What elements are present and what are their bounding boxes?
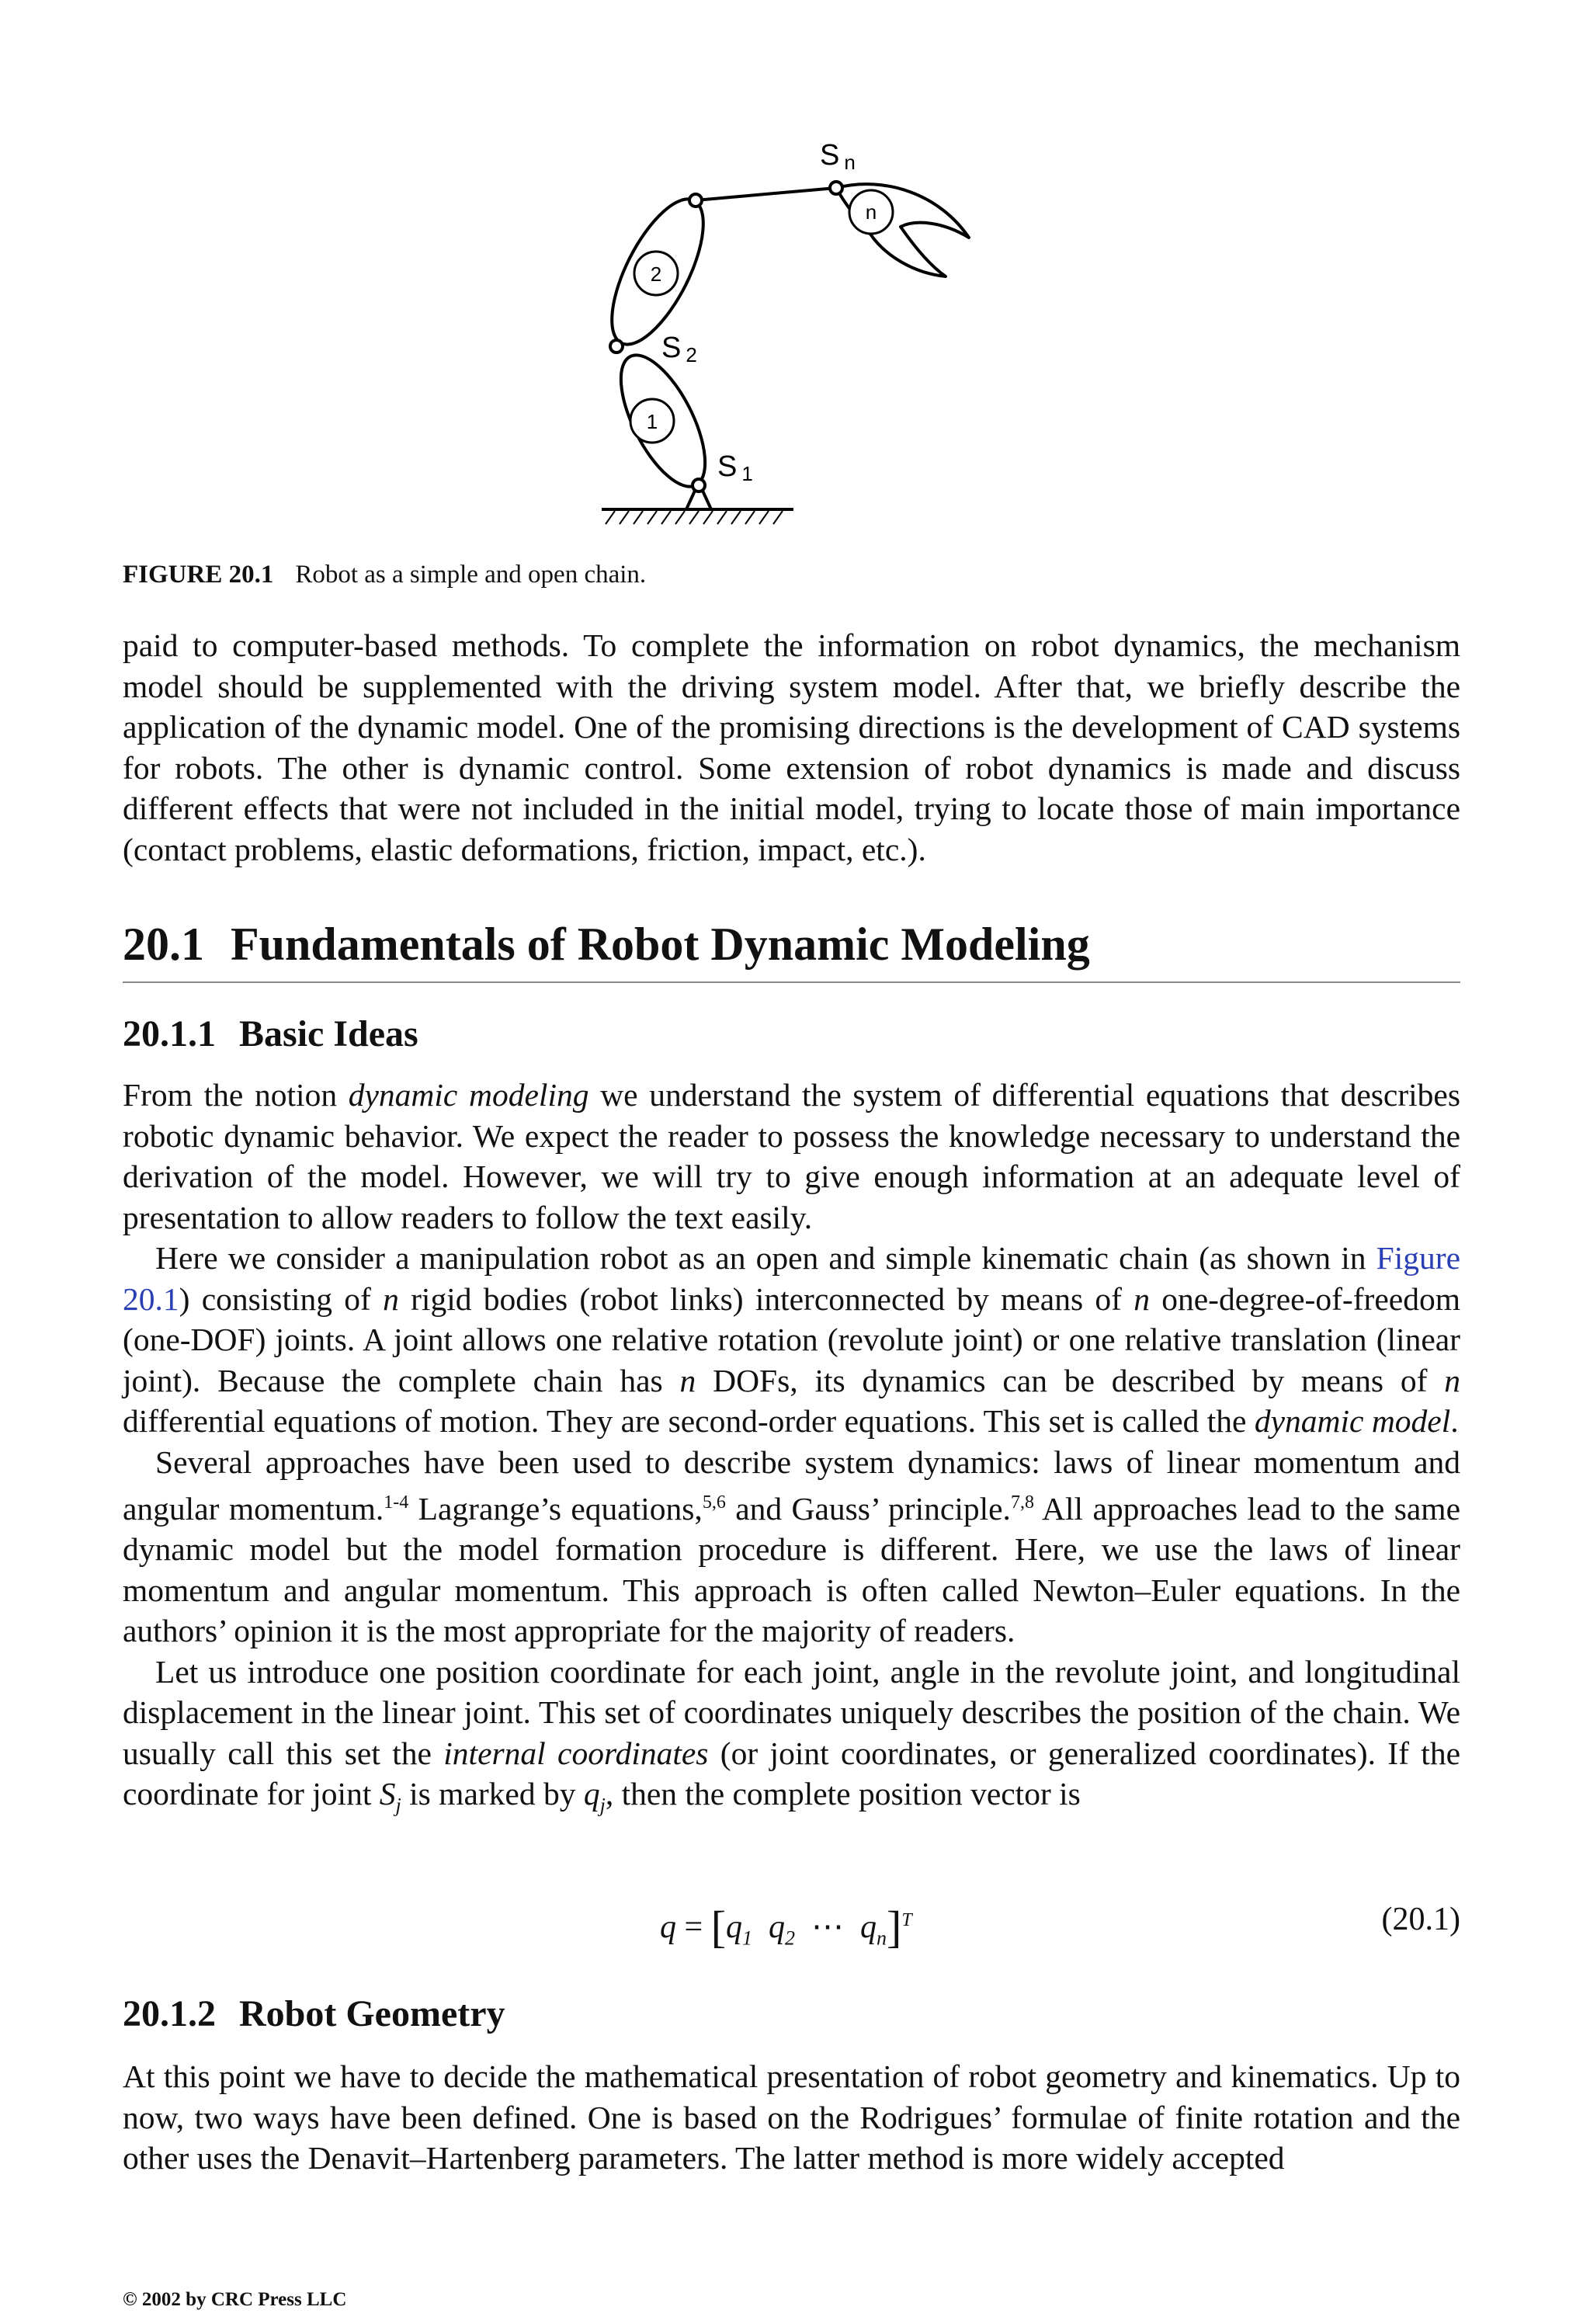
joint-sn-label: S n bbox=[820, 139, 856, 174]
equation-20-1 bbox=[0, 1893, 1590, 1955]
subsection-heading-robot-geometry bbox=[123, 1991, 505, 2037]
section-number: 20.1 bbox=[123, 919, 204, 970]
equation-number: (20.1) bbox=[1381, 1902, 1460, 1937]
section-heading bbox=[123, 913, 1460, 983]
ground-hatch bbox=[606, 511, 783, 524]
paragraph-robot-geometry: At this point we have to decide the mathematical presentation of robot geometry and kinematics. Up to now, two ways have been defined. One is based on the Rodrigues’ formulae of finite rotation and the other uses the Denavit–Hartenberg parameters. The latter method is more widely accepted bbox=[123, 2058, 1460, 2176]
link-2-label: 2 bbox=[650, 262, 662, 286]
subsection-title: Basic Ideas bbox=[239, 1013, 418, 1054]
subsection-heading-basic-ideas bbox=[123, 1011, 418, 1058]
figure-caption-text: Robot as a simple and open chain. bbox=[295, 561, 647, 589]
joint-sn bbox=[830, 182, 842, 194]
copyright-footer: © 2002 by CRC Press LLC bbox=[123, 2289, 347, 2310]
equation-expression: $q = [q_1$ $q_2$ ⋯ $q_n]^T$ bbox=[660, 1902, 912, 1952]
link-n-label: n bbox=[865, 200, 877, 224]
paragraph-internal-coordinates: Let us introduce one position coordinate for each joint, angle in the revolute joint, and longitudinal displacement in the linear joint. This set of coordinates uniquely describes the position of the chain. We usually call this set the internal coordinates (or joint coordinates, or generalized coordinates). If the coordinate for joint $S_j$ is marked by $q_j$, then the complete position vector is bbox=[123, 1653, 1460, 1817]
joint-s1 bbox=[693, 479, 705, 492]
section-title: Fundamentals of Robot Dynamic Modeling bbox=[231, 919, 1090, 970]
intro-paragraph: paid to computer-based methods. To complete the information on robot dynamics, the mechanism model should be supplemented with the driving system model. After that, we briefly describe the application of the dynamic model. One of the promising directions is the development of CAD systems for robots. The other is dynamic control. Some extension of robot dynamics is made and discuss different effects that were not included in the initial model, trying to locate those of main importance (contact problems, elastic deformations, friction, impact, etc.). bbox=[123, 627, 1460, 867]
robot-geometry-body bbox=[123, 2056, 1460, 2179]
citation-7-8: 7,8 bbox=[1010, 1492, 1034, 1513]
joint-s2 bbox=[610, 340, 623, 353]
joint-s1-label: S 1 bbox=[717, 450, 753, 485]
subsection-number: 20.1.2 bbox=[123, 1993, 216, 2034]
figure-caption bbox=[123, 561, 646, 589]
joint-shoulder bbox=[689, 194, 702, 207]
subsection-title: Robot Geometry bbox=[239, 1993, 505, 2034]
link-1-label: 1 bbox=[646, 410, 658, 433]
intro-paragraph-block bbox=[123, 625, 1460, 870]
citation-1-4: 1-4 bbox=[384, 1492, 409, 1513]
joint-s2-label: S 2 bbox=[661, 332, 697, 366]
robot-chain-figure bbox=[590, 132, 994, 536]
paragraph-approaches: Several approaches have been used to describe system dynamics: laws of linear momentum and angular momentum.$^{1-4}$ Lagrange’s equations,$^{5,6}$ and Gauss’ principle.$^{7,8}$ All approaches lead to the same dynamic model but the model formation procedure is different. Here, we use the laws of linear momentum and angular momentum. This approach is often called Newton–Euler equations. In the authors’ opinion it is the most appropriate for the majority of readers. bbox=[123, 1443, 1460, 1649]
figure-caption-number: FIGURE 20.1 bbox=[123, 561, 274, 589]
figure-link[interactable]: Figure 20.1 bbox=[123, 1240, 1460, 1317]
paragraph-kinematic-chain: Here we consider a manipulation robot as an open and simple kinematic chain (as shown in Figure 20.1) consisting of n rigid bodies (robot links) interconnected by means of n one-degree-of-freedom (one-DOF) joints. A joint allows one relative rotation (revolute joint) or one relative translation (linear joint). Because the complete chain has n DOFs, its dynamics can be described by means of n differential equations of motion. They are second-order equations. This set is called the dynamic model. bbox=[123, 1240, 1460, 1439]
citation-5-6: 5,6 bbox=[702, 1492, 726, 1513]
paragraph-dynamic-modeling: From the notion dynamic modeling we understand the system of differential equations that describes robotic dynamic behavior. We expect the reader to possess the knowledge necessary to understand the derivation of the model. However, we will try to give enough information at an adequate level of presentation to allow readers to follow the text easily. bbox=[123, 1077, 1460, 1235]
basic-ideas-body bbox=[123, 1075, 1460, 1826]
subsection-number: 20.1.1 bbox=[123, 1013, 216, 1054]
chain-link-line bbox=[696, 188, 836, 200]
